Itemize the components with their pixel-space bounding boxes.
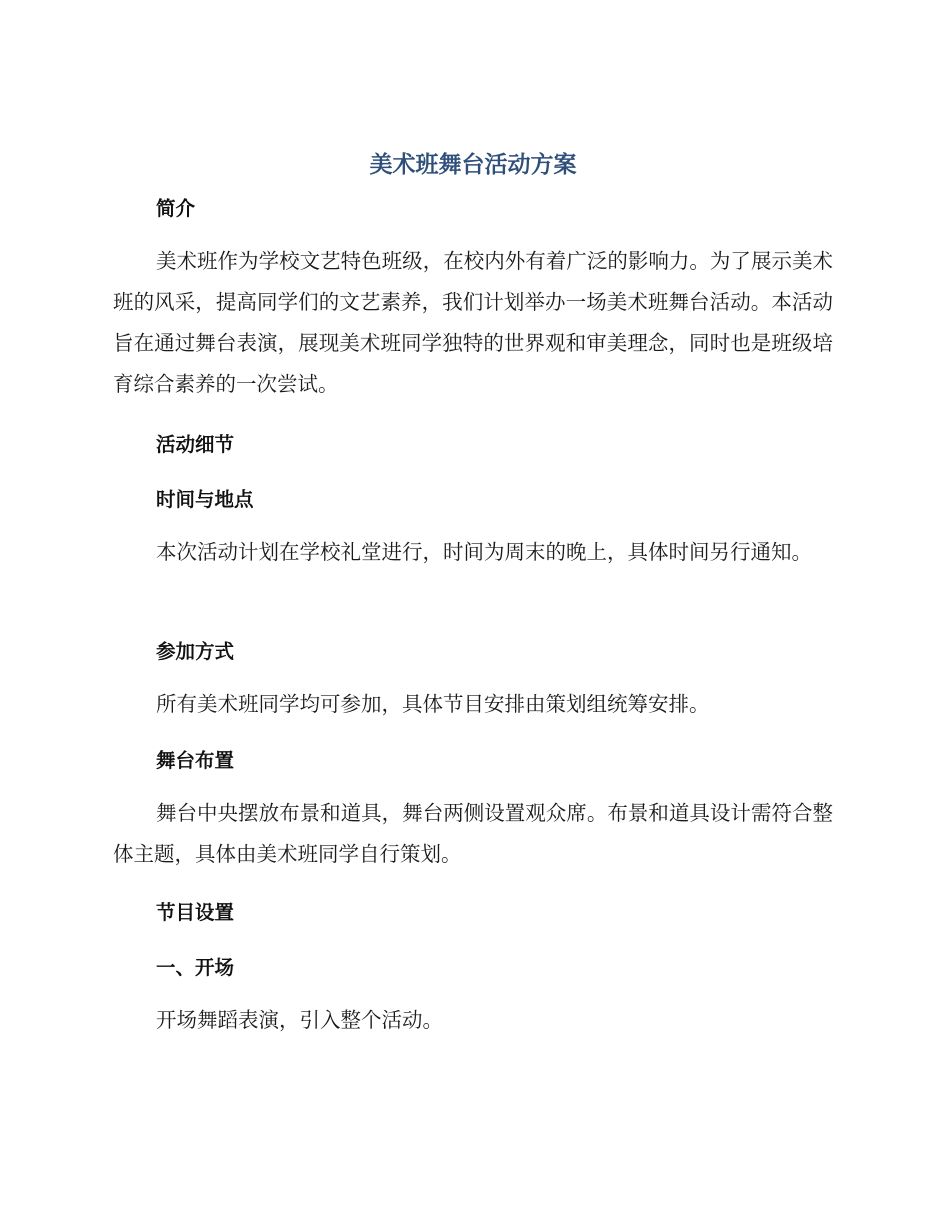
paragraph-stage-setup: 舞台中央摆放布景和道具，舞台两侧设置观众席。布景和道具设计需符合整体主题，具体由美术班同学自行策划。 [113, 801, 833, 866]
section-heading-activity-details: 活动细节 [156, 433, 235, 456]
section-heading-program: 节目设置 [156, 901, 235, 924]
document-title: 美术班舞台活动方案 [369, 152, 577, 178]
paragraph-opening: 开场舞蹈表演，引入整个活动。 [156, 1008, 443, 1032]
section-heading-intro: 简介 [156, 197, 196, 220]
paragraph-participation: 所有美术班同学均可参加，具体节目安排由策划组统筹安排。 [156, 692, 710, 716]
section-heading-participation: 参加方式 [156, 640, 235, 663]
paragraph-time-place: 本次活动计划在学校礼堂进行，时间为周末的晚上，具体时间另行通知。 [156, 540, 812, 564]
section-heading-time-place: 时间与地点 [156, 488, 254, 511]
section-heading-opening: 一、开场 [156, 956, 235, 979]
section-heading-stage-setup: 舞台布置 [156, 749, 235, 772]
paragraph-intro: 美术班作为学校文艺特色班级，在校内外有着广泛的影响力。为了展示美术班的风采，提高同学们的文艺素养，我们计划举办一场美术班舞台活动。本活动旨在通过舞台表演，展现美术班同学独特的世界观和审美理念，同时也是班级培育综合素养的一次尝试。 [113, 249, 833, 396]
